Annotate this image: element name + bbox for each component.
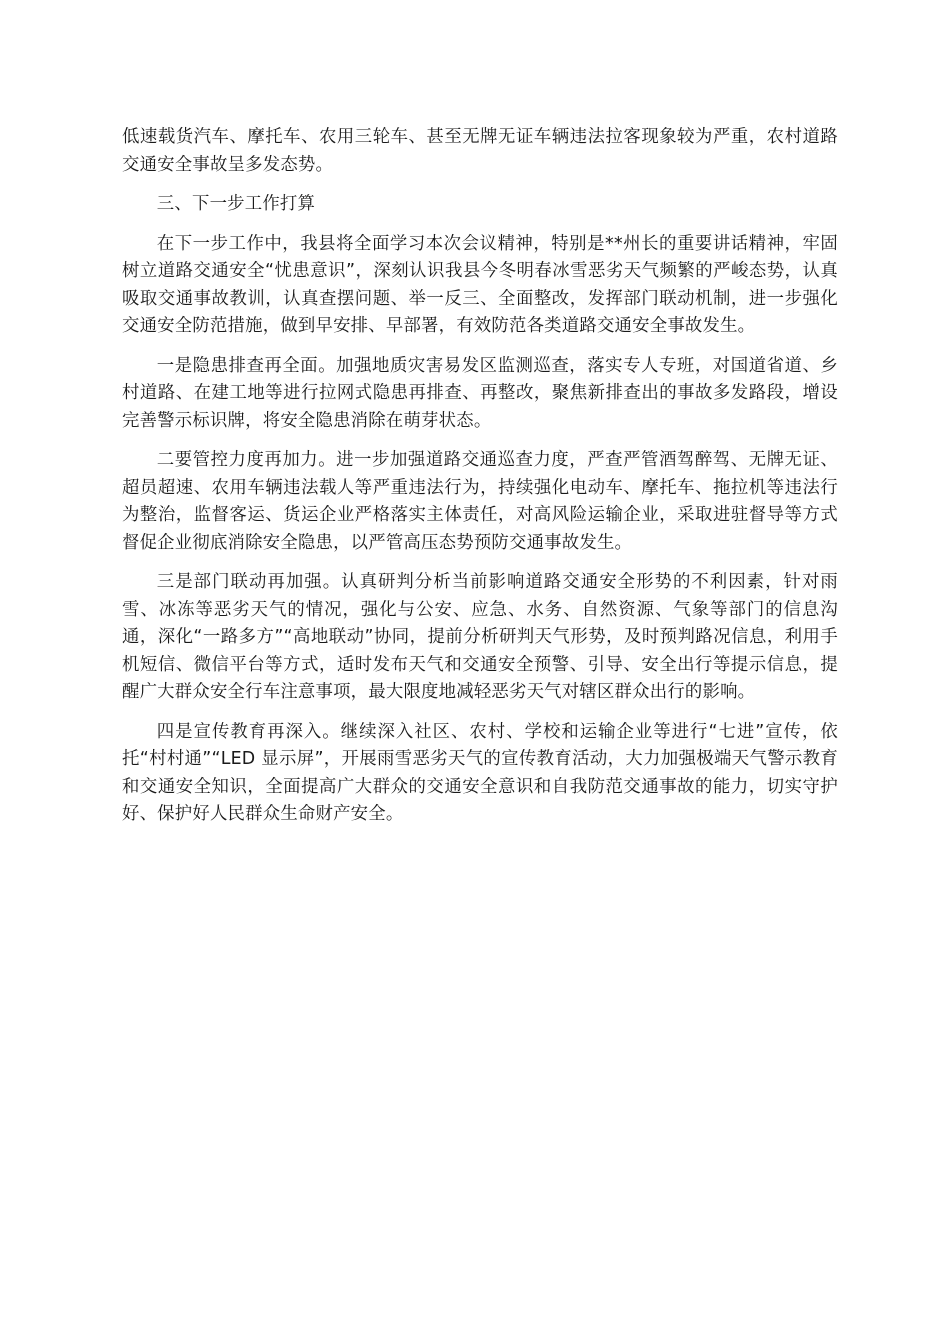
section-heading: 三、下一步工作打算: [156, 194, 316, 214]
continuation-paragraph: 低速载货汽车、摩托车、农用三轮车、甚至无牌无证车辆违法拉客现象较为严重，农村道路交通安全事故呈多发态势。: [122, 127, 838, 175]
intro-paragraph: 在下一步工作中，我县将全面学习本次会议精神，特别是**州长的重要讲话精神，牢固树立道路交通安全“忧患意识”，深刻认识我县今冬明春冰雪恶劣天气频繁的严峻态势，认真吸取交通事故教训，认真查摆问题、举一反三、全面整改，发挥部门联动机制，进一步强化交通安全防范措施，做到早安排、早部署，有效防范各类道路交通安全事故发生。: [122, 233, 838, 336]
item-paragraph-1: 一是隐患排查再全面。加强地质灾害易发区监测巡查，落实专人专班，对国道省道、乡村道路、在建工地等进行拉网式隐患再排查、再整改，聚焦新排查出的事故多发路段，增设完善警示标识牌，将安全隐患消除在萌芽状态。: [122, 355, 838, 431]
item-paragraph-4: 四是宣传教育再深入。继续深入社区、农村、学校和运输企业等进行“七进”宣传，依托“村村通”“LED 显示屏”，开展雨雪恶劣天气的宣传教育活动，大力加强极端天气警示教育和交通安全知识，全面提高广大群众的交通安全意识和自我防范交通事故的能力，切实守护好、保护好人民群众生命财产安全。: [122, 721, 838, 824]
item-paragraph-2: 二要管控力度再加力。进一步加强道路交通巡查力度，严查严管酒驾醉驾、无牌无证、超员超速、农用车辆违法载人等严重违法行为，持续强化电动车、摩托车、拖拉机等违法行为整治，监督客运、货运企业严格落实主体责任，对高风险运输企业，采取进驻督导等方式督促企业彻底消除安全隐患，以严管高压态势预防交通事故发生。: [122, 450, 838, 553]
item-paragraph-3: 三是部门联动再加强。认真研判分析当前影响道路交通安全形势的不利因素，针对雨雪、冰冻等恶劣天气的情况，强化与公安、应急、水务、自然资源、气象等部门的信息沟通，深化“一路多方”“高地联动”协同，提前分析研判天气形势，及时预判路况信息，利用手机短信、微信平台等方式，适时发布天气和交通安全预警、引导、安全出行等提示信息，提醒广大群众安全行车注意事项，最大限度地减轻恶劣天气对辖区群众出行的影响。: [122, 572, 838, 702]
document-body: [122, 124, 838, 841]
